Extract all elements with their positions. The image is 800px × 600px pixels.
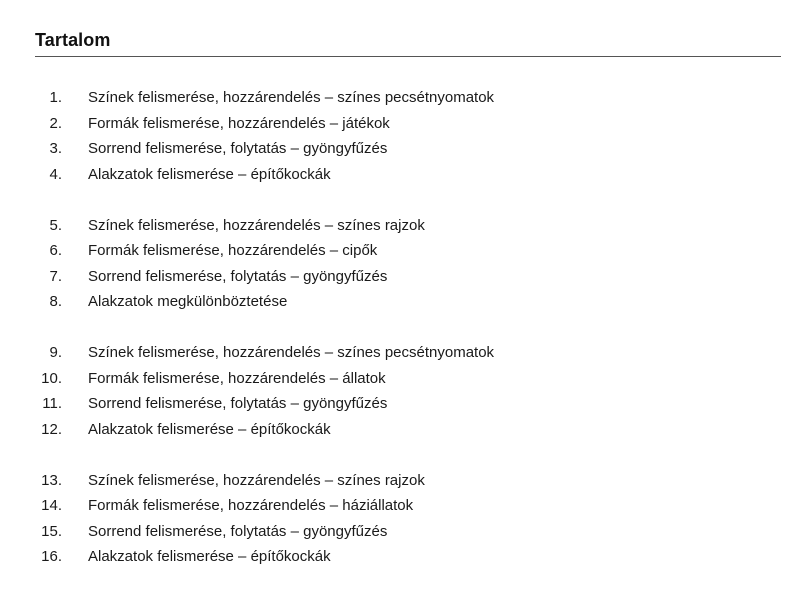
entry-number: 2. bbox=[49, 114, 62, 132]
toc-entry bbox=[35, 496, 775, 522]
entry-number: 16. bbox=[41, 548, 62, 565]
toc-entry bbox=[35, 394, 775, 420]
entry-number: 4. bbox=[49, 165, 62, 183]
entry-number: 6. bbox=[49, 242, 62, 259]
toc-entry bbox=[35, 241, 775, 267]
toc-entry bbox=[35, 114, 775, 140]
entry-title: Alakzatok megkülönböztetése bbox=[88, 293, 288, 310]
entry-title: Sorrend felismerése, folytatás – gyöngyfűzés bbox=[88, 522, 388, 540]
entry-title: Színek felismerése, hozzárendelés – színes pecsétnyomatok bbox=[88, 344, 495, 361]
entry-title: Színek felismerése, hozzárendelés – színes rajzok bbox=[88, 471, 425, 489]
entry-number: 3. bbox=[49, 140, 62, 157]
toc-entry bbox=[35, 216, 775, 242]
toc-entry bbox=[35, 420, 775, 446]
entry-title: Sorrend felismerése, folytatás – gyöngyfűzés bbox=[88, 395, 388, 412]
toc-entry bbox=[35, 267, 775, 293]
entry-number: 12. bbox=[41, 420, 62, 438]
entry-number: 5. bbox=[49, 216, 62, 234]
entry-number: 14. bbox=[41, 497, 62, 514]
entry-title: Alakzatok felismerése – építőkockák bbox=[88, 420, 331, 438]
entry-title: Színek felismerése, hozzárendelés – színes pecsétnyomatok bbox=[88, 89, 495, 106]
toc-entry bbox=[35, 522, 775, 548]
entry-title: Formák felismerése, hozzárendelés – háziállatok bbox=[88, 497, 414, 514]
entry-title: Formák felismerése, hozzárendelés – játékok bbox=[88, 114, 390, 132]
toc-entry bbox=[35, 343, 775, 369]
toc-group-3 bbox=[35, 343, 775, 445]
toc-entry bbox=[35, 471, 775, 497]
title-divider bbox=[35, 56, 781, 57]
table-of-contents bbox=[35, 88, 775, 598]
entry-number: 1. bbox=[49, 89, 62, 106]
entry-number: 10. bbox=[41, 369, 62, 387]
entry-number: 9. bbox=[49, 344, 62, 361]
entry-title: Formák felismerése, hozzárendelés – állatok bbox=[88, 369, 386, 387]
toc-group-2 bbox=[35, 216, 775, 318]
entry-title: Alakzatok felismerése – építőkockák bbox=[88, 165, 331, 183]
entry-title: Színek felismerése, hozzárendelés – színes rajzok bbox=[88, 216, 425, 234]
toc-group-1 bbox=[35, 88, 775, 190]
entry-number: 13. bbox=[41, 471, 62, 489]
toc-entry bbox=[35, 369, 775, 395]
toc-entry bbox=[35, 88, 775, 114]
toc-entry bbox=[35, 292, 775, 318]
entry-title: Alakzatok felismerése – építőkockák bbox=[88, 548, 331, 565]
entry-number: 15. bbox=[41, 522, 62, 540]
toc-entry bbox=[35, 139, 775, 165]
entry-title: Sorrend felismerése, folytatás – gyöngyfűzés bbox=[88, 140, 388, 157]
entry-title: Sorrend felismerése, folytatás – gyöngyfűzés bbox=[88, 267, 388, 285]
entry-number: 11. bbox=[42, 395, 62, 412]
toc-group-4 bbox=[35, 471, 775, 573]
page-title: Tartalom bbox=[35, 30, 111, 50]
entry-number: 8. bbox=[49, 293, 62, 310]
toc-entry bbox=[35, 165, 775, 191]
entry-number: 7. bbox=[49, 267, 62, 285]
entry-title: Formák felismerése, hozzárendelés – cipők bbox=[88, 242, 378, 259]
toc-entry bbox=[35, 547, 775, 573]
